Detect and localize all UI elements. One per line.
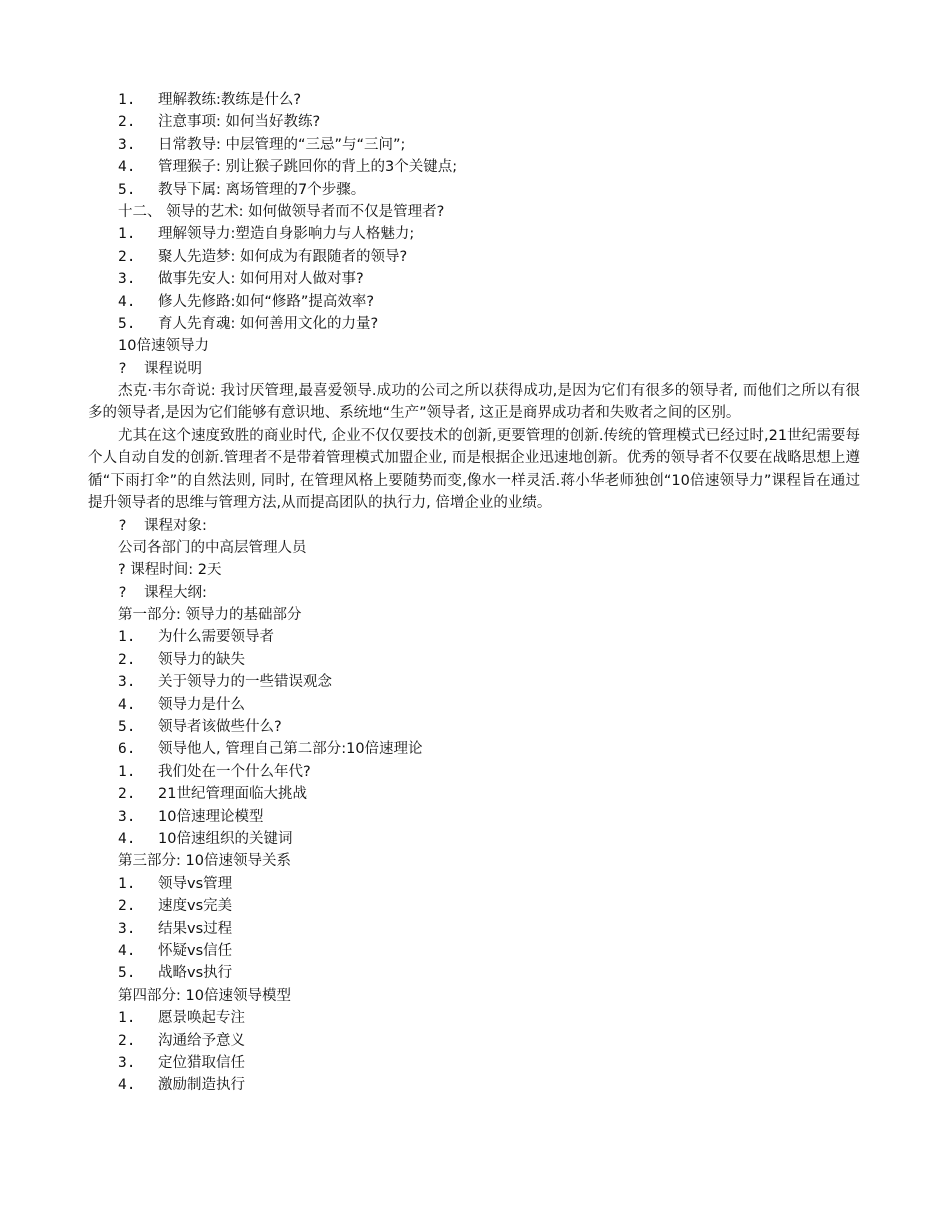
text-line (88, 559, 860, 581)
line-text: 21世纪管理面临大挑战 (158, 786, 307, 803)
numbered-list-item (88, 134, 860, 156)
numbered-list-item (88, 694, 860, 716)
list-number: 4. (118, 942, 136, 959)
line-text: 愿景唤起专注 (158, 1010, 245, 1027)
line-text: 课程说明 (144, 360, 202, 377)
numbered-list-item (88, 783, 860, 805)
text-line (88, 537, 860, 559)
list-number: 3. (118, 1054, 136, 1071)
list-number: 1. (118, 629, 136, 646)
numbered-list-item (88, 111, 860, 133)
numbered-list-item (88, 918, 860, 940)
line-text: 10倍速理论模型 (158, 808, 264, 825)
text-line (88, 985, 860, 1007)
line-text: ? 课程时间: 2天 (118, 562, 222, 579)
numbered-list-item (88, 291, 860, 313)
numbered-list-item (88, 940, 860, 962)
line-text: 做事先安人: 如何用对人做对事? (158, 271, 364, 288)
numbered-list-item (88, 962, 860, 984)
list-number: 2. (118, 786, 136, 803)
line-text: 十二、 领导的艺术: 如何做领导者而不仅是管理者? (118, 203, 445, 220)
text-line (88, 201, 860, 223)
line-text: 激励制造执行 (158, 1077, 245, 1094)
list-number: 5. (118, 719, 136, 736)
list-number: 2. (118, 898, 136, 915)
line-text: 定位猎取信任 (158, 1054, 245, 1071)
list-number: 4. (118, 159, 136, 176)
line-text: 怀疑vs信任 (158, 942, 233, 959)
line-text: 领导他人, 管理自己第二部分:10倍速理论 (158, 741, 423, 758)
line-text: 领导vs管理 (158, 875, 233, 892)
bullet-item (88, 515, 860, 537)
body-paragraph: 尤其在这个速度致胜的商业时代, 企业不仅仅要技术的创新,更要管理的创新.传统的管理模式已经过时,21世纪需要每个人自动自发的创新.管理者不是带着管理模式加盟企业, 而是根据企业迅速地创新。优秀的领导者不仅要在战略思想上遵循“下雨打伞”的自然法则, 同时, 在管理风格上要随势而变,像水一样灵活.蒋小华老师独创“10倍速领导力”课程旨在通过提升领导者的思维与管理方法,从而提高团队的执行力, 倍增企业的业绩。 (88, 427, 860, 512)
line-text: 为什么需要领导者 (158, 629, 274, 646)
numbered-list-item (88, 223, 860, 245)
line-text: 日常教导: 中层管理的“三忌”与“三问”; (158, 136, 406, 153)
text-line (88, 335, 860, 357)
numbered-list-item (88, 649, 860, 671)
numbered-list-item (88, 89, 860, 111)
numbered-list-item (88, 895, 860, 917)
line-text: 教导下属: 离场管理的7个步骤。 (158, 181, 366, 198)
line-text: 理解领导力:塑造自身影响力与人格魅力; (158, 226, 415, 243)
numbered-list-item (88, 156, 860, 178)
numbered-list-item (88, 716, 860, 738)
numbered-list-item (88, 806, 860, 828)
numbered-list-item (88, 761, 860, 783)
line-text: 管理猴子: 别让猴子跳回你的背上的3个关键点; (158, 159, 458, 176)
line-text: 注意事项: 如何当好教练? (158, 114, 321, 131)
list-number: 4. (118, 293, 136, 310)
bullet-marker: ? (118, 517, 127, 534)
list-number: 3. (118, 920, 136, 937)
list-number: 2. (118, 114, 136, 131)
list-number: 3. (118, 136, 136, 153)
line-text: 聚人先造梦: 如何成为有跟随者的领导? (158, 248, 408, 265)
line-text: 领导者该做些什么? (158, 719, 282, 736)
numbered-list-item (88, 626, 860, 648)
numbered-list-item (88, 1030, 860, 1052)
line-text: 理解教练:教练是什么? (158, 92, 302, 108)
list-number: 3. (118, 674, 136, 691)
line-text: 关于领导力的一些错误观念 (158, 674, 332, 691)
numbered-list-item (88, 1074, 860, 1096)
line-text: 课程对象: (144, 517, 207, 534)
list-number: 1. (118, 1010, 136, 1027)
list-number: 3. (118, 808, 136, 825)
numbered-list-item (88, 671, 860, 693)
line-text: 第一部分: 领导力的基础部分 (118, 607, 302, 624)
list-number: 5. (118, 315, 136, 332)
line-text: 我们处在一个什么年代? (158, 763, 311, 780)
numbered-list-item (88, 738, 860, 760)
list-number: 4. (118, 830, 136, 847)
numbered-list-item (88, 313, 860, 335)
list-number: 1. (118, 226, 136, 243)
numbered-list-item (88, 1007, 860, 1029)
line-text: 第四部分: 10倍速领导模型 (118, 987, 291, 1004)
line-text: 公司各部门的中高层管理人员 (118, 539, 307, 556)
line-text: 第三部分: 10倍速领导关系 (118, 853, 291, 870)
body-paragraph: 杰克·韦尔奇说: 我讨厌管理,最喜爱领导.成功的公司之所以获得成功,是因为它们有很多的领导者, 而他们之所以有很多的领导者,是因为它们能够有意识地、系统地“生产”领导者, 这正是商界成功者和失败者之间的区别。 (88, 383, 860, 422)
list-number: 5. (118, 181, 136, 198)
list-number: 5. (118, 965, 136, 982)
line-text: 10倍速领导力 (118, 338, 209, 355)
numbered-list-item (88, 179, 860, 201)
line-text: 育人先育魂: 如何善用文化的力量? (158, 315, 379, 332)
numbered-list-item (88, 828, 860, 850)
list-number: 6. (118, 741, 136, 758)
line-text: 修人先修路:如何“修路”提高效率? (158, 293, 375, 310)
line-text: 领导力的缺失 (158, 651, 245, 668)
bullet-marker: ? (118, 584, 127, 601)
list-number: 2. (118, 651, 136, 668)
numbered-list-item (88, 1052, 860, 1074)
text-line (88, 604, 860, 626)
list-number: 1. (118, 875, 136, 892)
numbered-list-item (88, 268, 860, 290)
numbered-list-item (88, 246, 860, 268)
list-number: 2. (118, 1032, 136, 1049)
line-text: 沟通给予意义 (158, 1032, 245, 1049)
numbered-list-item (88, 873, 860, 895)
line-text: 速度vs完美 (158, 898, 233, 915)
line-text: 领导力是什么 (158, 696, 245, 713)
line-text: 课程大纲: (144, 584, 207, 601)
list-number: 2. (118, 248, 136, 265)
line-text: 结果vs过程 (158, 920, 233, 937)
list-number: 4. (118, 696, 136, 713)
bullet-marker: ? (118, 360, 127, 377)
list-number: 1. (118, 92, 136, 108)
line-text: 10倍速组织的关键词 (158, 830, 293, 847)
bullet-item (88, 582, 860, 604)
line-text: 战略vs执行 (158, 965, 233, 982)
list-number: 3. (118, 271, 136, 288)
list-number: 1. (118, 763, 136, 780)
list-number: 4. (118, 1077, 136, 1094)
document-body (88, 89, 860, 1097)
bullet-item (88, 358, 860, 380)
text-line (88, 850, 860, 872)
